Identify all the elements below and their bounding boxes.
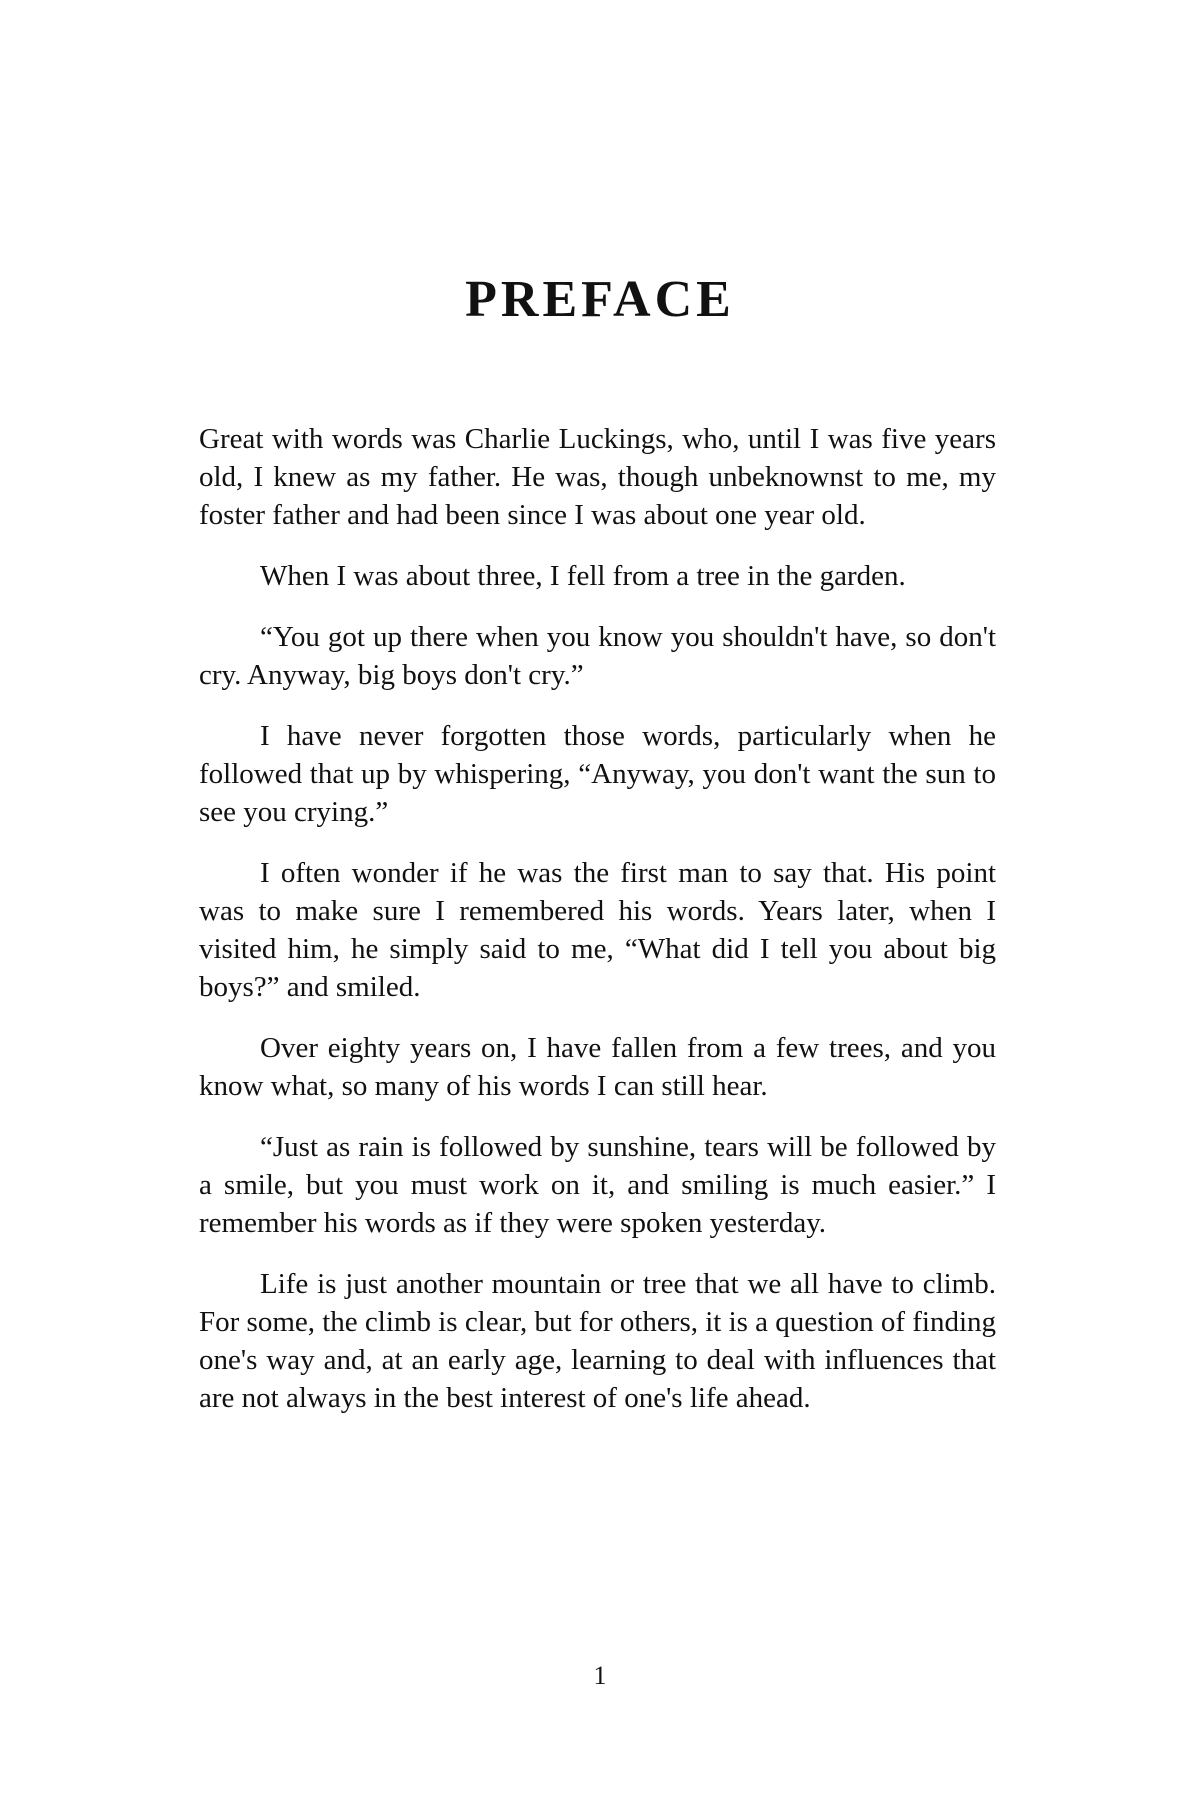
paragraph-8: Life is just another mountain or tree that we all have to climb. For some, the climb is clear, but for others, it is a question of finding one's way and, at an early age, learning to deal with influences that are not always in the best interest of one's life ahead.: [199, 1268, 997, 1414]
paragraph-3: “You got up there when you know you shouldn't have, so don't cry. Anyway, big boys don't cry.”: [199, 621, 996, 691]
paragraph-1: Great with words was Charlie Luckings, who, until I was five years old, I knew as my father. He was, though unbeknownst to me, my foster father and had been since I was about one year old.: [199, 423, 996, 531]
paragraph-4: I have never forgotten those words, particularly when he followed that up by whispering, “Anyway, you don't want the sun to see you crying.”: [199, 720, 996, 828]
preface-body: [199, 420, 996, 1440]
page-title: PREFACE: [465, 271, 735, 328]
paragraph-5: I often wonder if he was the first man to say that. His point was to make sure I remembered his words. Years later, when I visited him, he simply said to me, “What did I tell you about big boys?” and smiled.: [199, 857, 996, 1003]
paragraph-7: “Just as rain is followed by sunshine, tears will be followed by a smile, but you must work on it, and smiling is much easier.” I remember his words as if they were spoken yesterday.: [199, 1131, 996, 1239]
paragraph-6: Over eighty years on, I have fallen from a few trees, and you know what, so many of his words I can still hear.: [199, 1032, 996, 1102]
paragraph-2: When I was about three, I fell from a tree in the garden.: [260, 560, 906, 592]
page-number: 1: [593, 1661, 607, 1690]
